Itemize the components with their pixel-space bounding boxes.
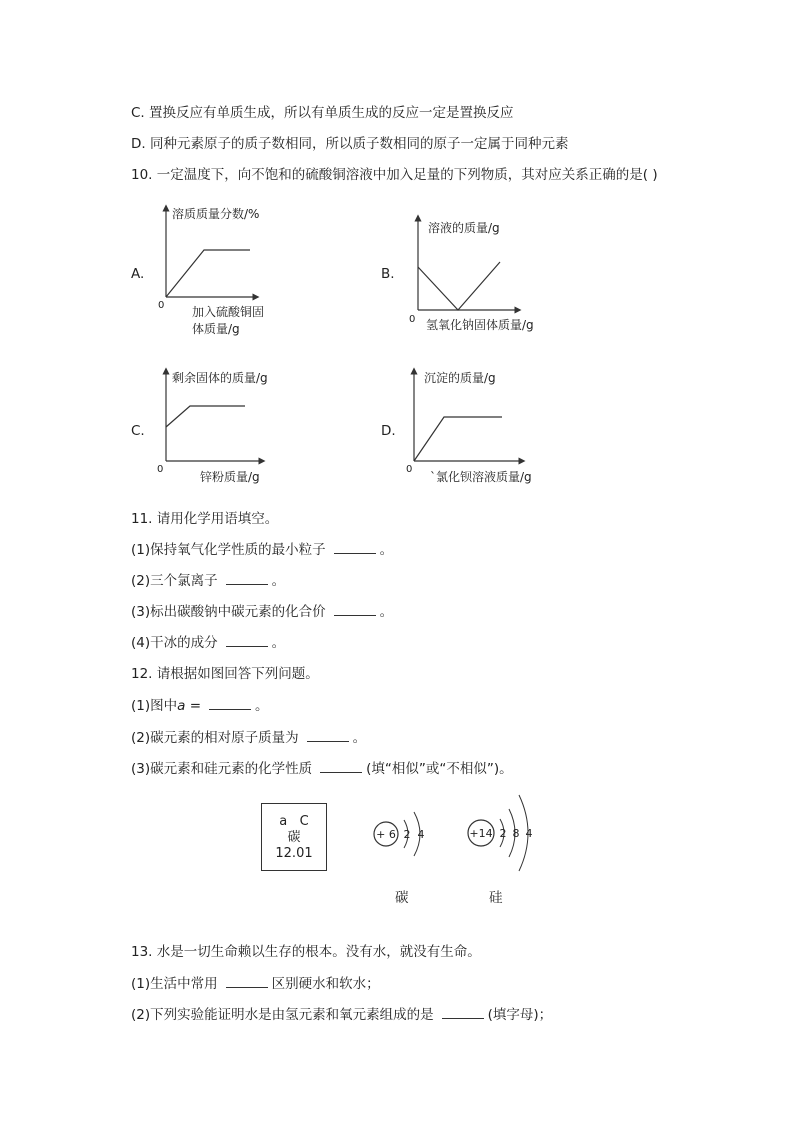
atomic-mass: 12.01 [275, 846, 313, 861]
element-name: 碳 [287, 830, 301, 845]
shell-1-electrons: 2 [403, 828, 411, 841]
x-label: `氯化钡溶液质量/g [430, 470, 532, 484]
x-label-1: 加入硫酸铜固 [192, 305, 265, 319]
option-c-label: C. [131, 423, 145, 439]
question-13: 13. 水是一切生命赖以生存的根本。没有水，就没有生命。 [131, 944, 481, 960]
option-c-text: C. 置换反应有单质生成，所以有单质生成的反应一定是置换反应 [131, 105, 514, 121]
origin: 0 [157, 464, 164, 475]
shell-1-electrons: 2 [499, 827, 507, 840]
question-11-2: (2)三个氯离子 。 [131, 573, 286, 589]
carbon-atom-diagram [368, 800, 448, 875]
answer-blank[interactable] [226, 634, 268, 647]
answer-blank[interactable] [209, 697, 251, 710]
option-b-label: B. [381, 266, 395, 282]
shell-3-electrons: 4 [525, 827, 533, 840]
question-11-1: (1)保持氧气化学性质的最小粒子 。 [131, 542, 394, 558]
question-13-1: (1)生活中常用 区别硬水和软水； [131, 976, 380, 992]
question-12-1: (1)图中a = 。 [131, 698, 269, 714]
question-12-2: (2)碳元素的相对原子质量为 。 [131, 730, 367, 746]
y-label: 溶质质量分数/% [172, 207, 260, 221]
option-a-label: A. [131, 266, 145, 282]
question-10: 10. 一定温度下，向不饱和的硫酸铜溶液中加入足量的下列物质，其对应关系正确的是( ) [131, 167, 658, 183]
curve [414, 417, 502, 461]
question-12-3: (3)碳元素和硅元素的化学性质 (填“相似”或“不相似”)。 [131, 761, 513, 777]
graph-b [400, 212, 560, 342]
answer-blank[interactable] [334, 603, 376, 616]
question-11-4: (4)干冰的成分 。 [131, 635, 286, 651]
silicon-atom-diagram [463, 785, 553, 885]
nucleus-charge: + 6 [376, 828, 396, 841]
answer-blank[interactable] [442, 1006, 484, 1019]
answer-blank[interactable] [226, 975, 268, 988]
answer-blank[interactable] [320, 760, 362, 773]
curve [166, 250, 250, 297]
graph-a [150, 202, 290, 342]
x-label: 锌粉质量/g [200, 470, 260, 484]
x-label-2: 体质量/g [192, 322, 240, 336]
answer-blank[interactable] [334, 541, 376, 554]
silicon-label: 硅 [489, 890, 503, 906]
question-11: 11. 请用化学用语填空。 [131, 511, 279, 527]
origin: 0 [409, 314, 416, 325]
shell-2-electrons: 4 [417, 828, 425, 841]
answer-blank[interactable] [307, 729, 349, 742]
origin: 0 [158, 300, 165, 311]
y-label: 溶液的质量/g [428, 221, 500, 235]
graph-d [400, 365, 560, 490]
y-label: 剩余固体的质量/g [172, 371, 268, 385]
origin: 0 [406, 464, 413, 475]
element-card [261, 803, 327, 871]
carbon-label: 碳 [395, 890, 409, 906]
shell-2-electrons: 8 [512, 827, 520, 840]
option-d-label: D. [381, 423, 396, 439]
graph-c [150, 365, 290, 490]
question-11-3: (3)标出碳酸钠中碳元素的化合价 。 [131, 604, 394, 620]
x-label: 氢氧化钠固体质量/g [426, 318, 534, 332]
question-12: 12. 请根据如图回答下列问题。 [131, 666, 319, 682]
curve [418, 262, 500, 310]
element-symbol: C [299, 814, 309, 829]
option-d-text: D. 同种元素原子的质子数相同，所以质子数相同的原子一定属于同种元素 [131, 136, 569, 152]
curve [166, 406, 245, 427]
question-13-2: (2)下列实验能证明水是由氢元素和氧元素组成的是 (填字母)； [131, 1007, 553, 1023]
atomic-number: a [279, 814, 288, 829]
nucleus-charge: +14 [469, 827, 493, 840]
answer-blank[interactable] [226, 572, 268, 585]
y-label: 沉淀的质量/g [424, 371, 496, 385]
